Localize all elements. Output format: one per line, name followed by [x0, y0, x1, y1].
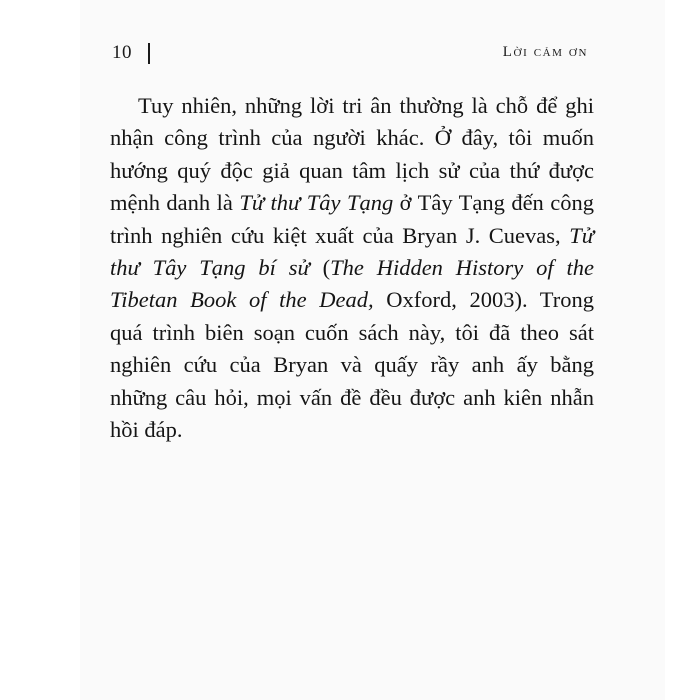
text-line	[110, 187, 594, 219]
text-segment: nhận công trình của người khác. Ở đây, tôi muốn	[110, 125, 594, 151]
header-divider	[148, 43, 150, 64]
text-segment: Oxford, 2003). Trong	[373, 287, 594, 313]
text-segment: những câu hỏi, mọi vấn đề đều được anh kiên nhẫn	[110, 384, 594, 410]
italic-title: Tử thư Tây Tạng	[239, 190, 394, 216]
text-line	[110, 382, 594, 414]
running-title: Lời cảm ơn	[502, 44, 588, 60]
text-segment: hướng quý độc giả quan tâm lịch sử của thứ được	[110, 157, 594, 183]
text-line	[110, 220, 594, 252]
page-number: 10	[112, 42, 132, 63]
text-line	[110, 252, 594, 284]
italic-title: The Hidden History of the	[330, 255, 594, 281]
text-segment: nghiên cứu của Bryan và quấy rầy anh ấy bằng	[110, 352, 594, 378]
text-segment: trình nghiên cứu kiệt xuất của Bryan J. Cuevas,	[110, 222, 570, 248]
text-line	[110, 122, 594, 154]
italic-title: Tử	[569, 222, 594, 248]
text-line	[110, 284, 594, 316]
text-segment: hồi đáp.	[110, 417, 183, 443]
italic-title: thư Tây Tạng bí sử	[110, 255, 310, 281]
page-header	[112, 38, 588, 68]
text-line	[110, 317, 594, 349]
italic-title: Tibetan Book of the Dead,	[110, 287, 374, 313]
text-line	[110, 155, 594, 187]
text-segment: mệnh danh là	[110, 190, 240, 216]
text-segment: quá trình biên soạn cuốn sách này, tôi đã theo sát	[110, 319, 594, 345]
text-segment: Tuy nhiên, những lời tri ân thường là chỗ để ghi	[138, 93, 594, 118]
text-line	[110, 90, 594, 122]
text-segment: (	[309, 255, 331, 281]
text-line	[110, 414, 594, 446]
text-segment: ở Tây Tạng đến công	[393, 190, 594, 216]
text-line	[110, 349, 594, 381]
body-paragraph	[110, 90, 594, 446]
